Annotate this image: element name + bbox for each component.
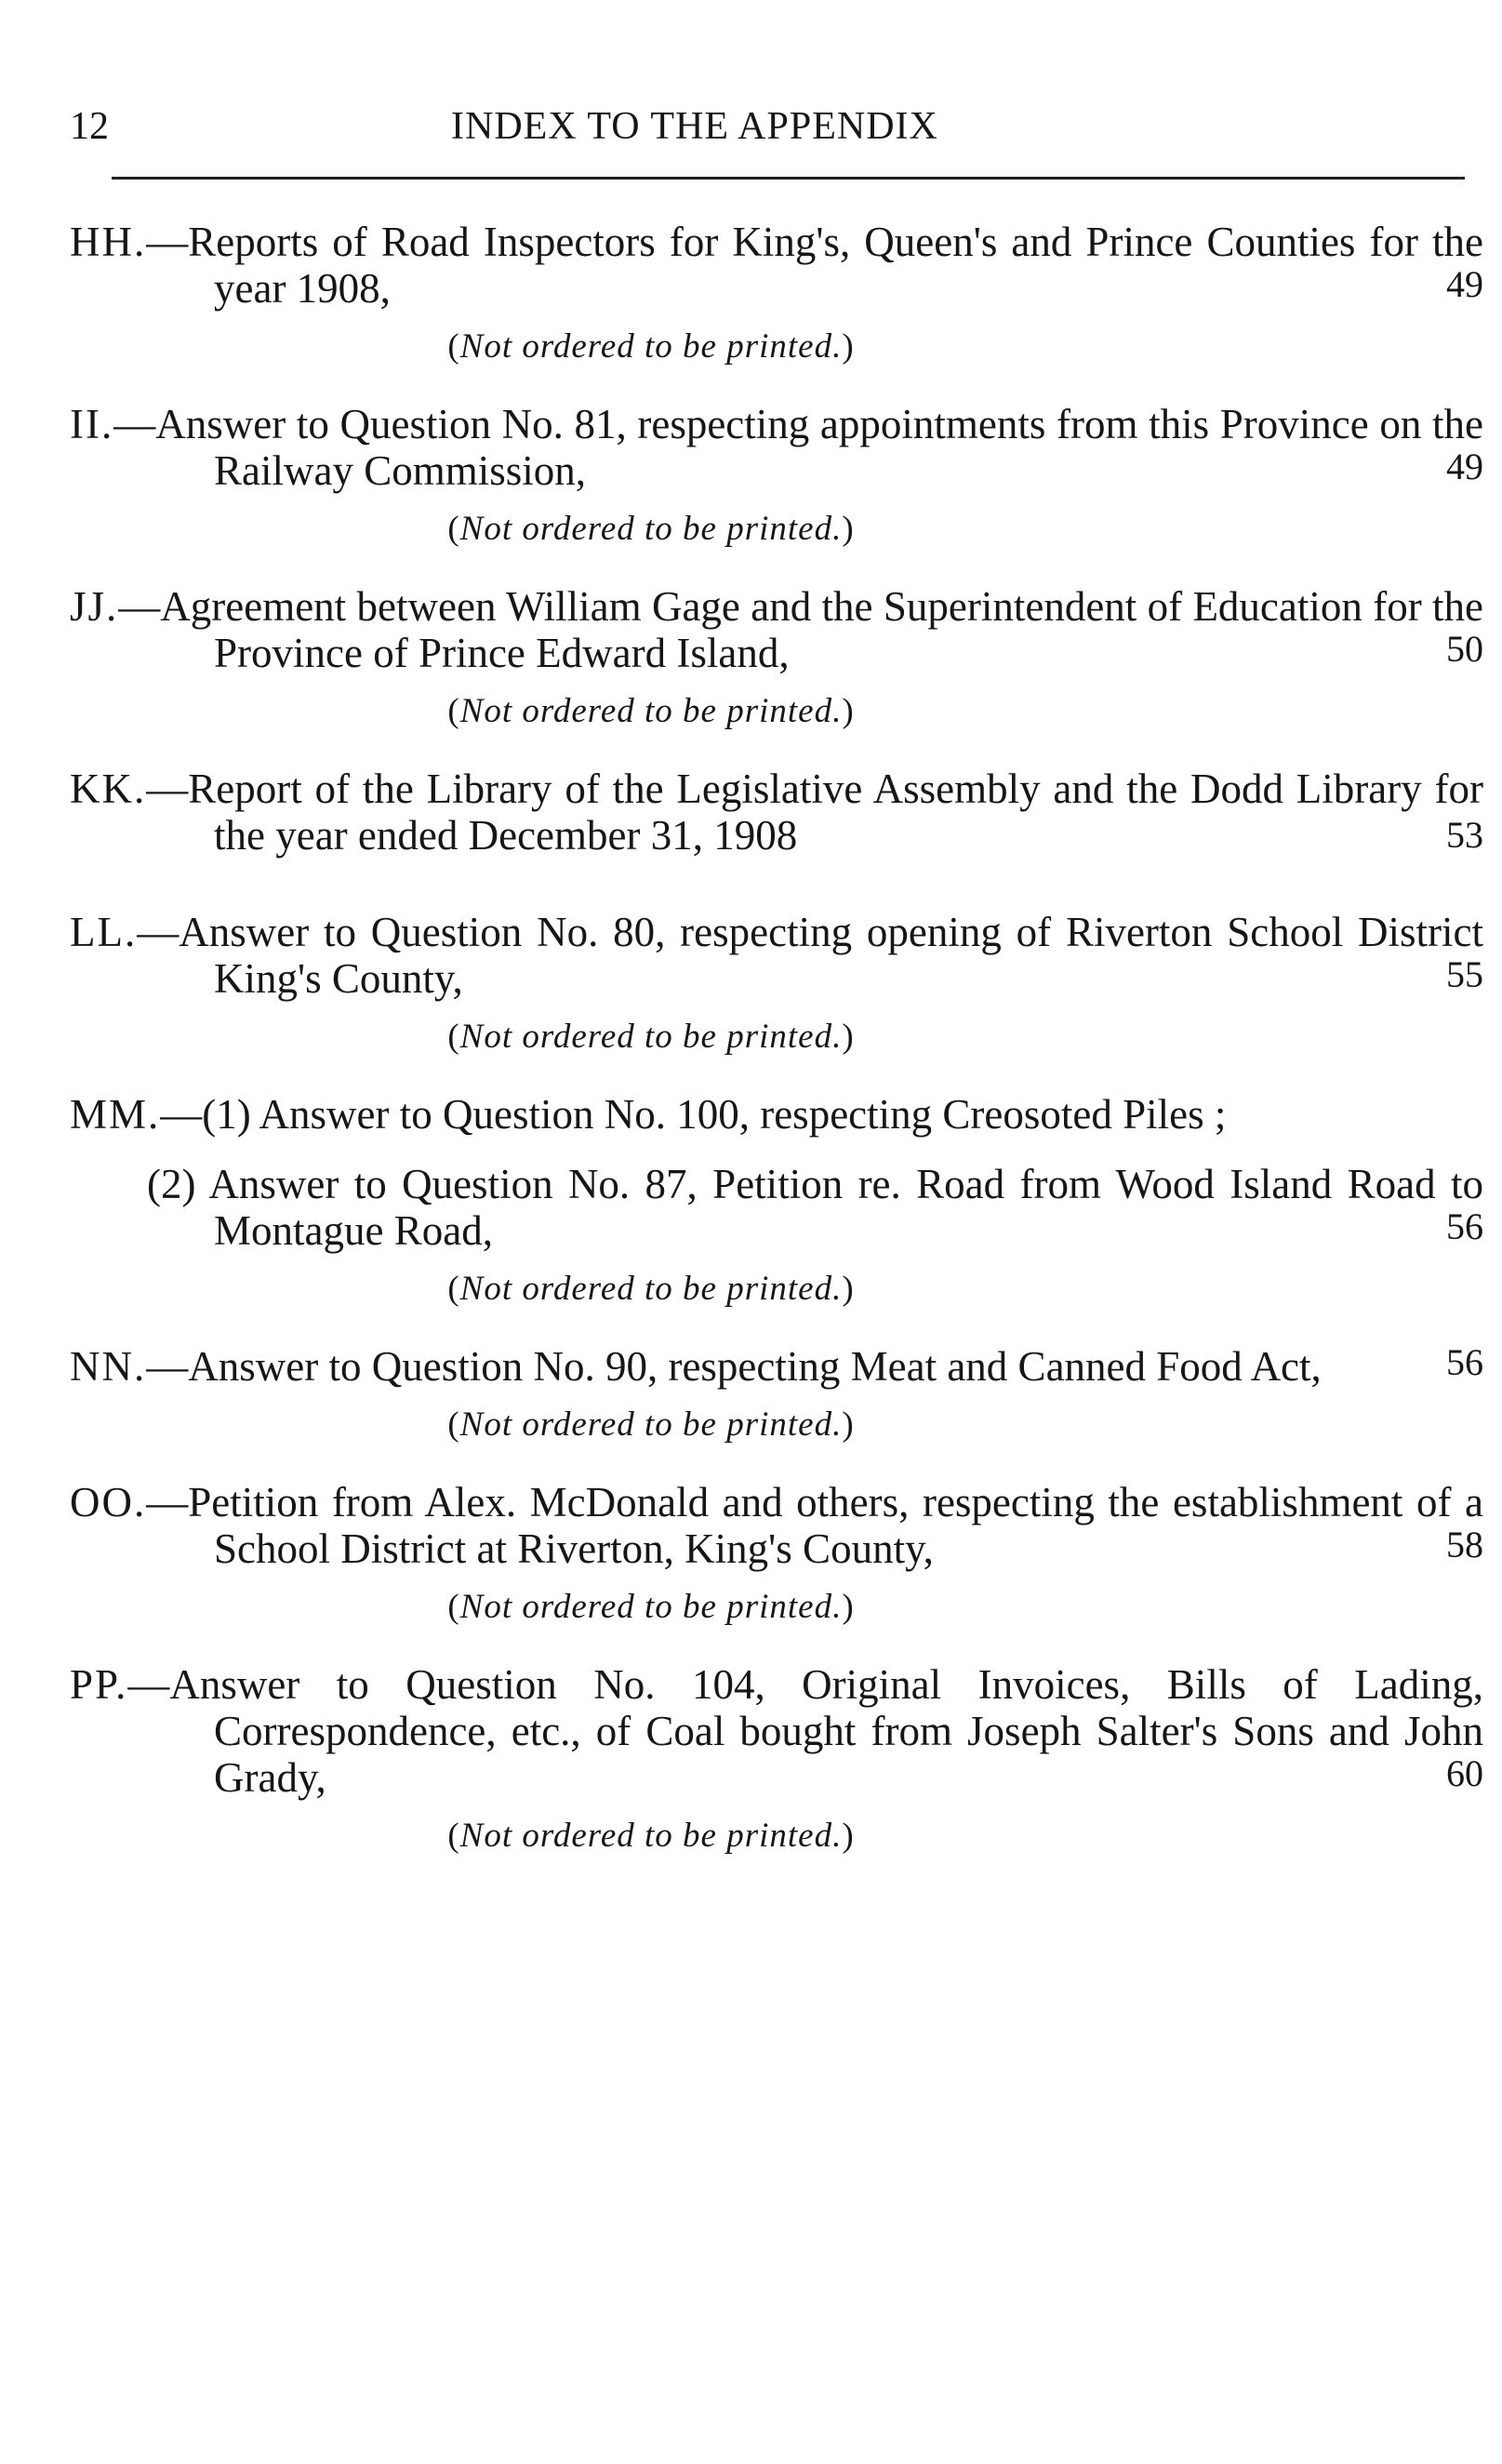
entry-page-number: 56 — [1446, 1341, 1483, 1383]
note-text: Not ordered to be printed. — [459, 1270, 843, 1308]
entry-page-number: 49 — [1446, 263, 1483, 305]
entry-description: Answer to Question No. 81, respecting appointments from this Province on the Railway Commission, — [155, 401, 1483, 494]
index-entry-mm — [70, 1091, 1483, 1310]
entry-page-number: 50 — [1446, 628, 1483, 670]
entry-page-number: 58 — [1446, 1524, 1483, 1565]
entry-letter: II. — [70, 401, 114, 447]
entry-description: (1) Answer to Question No. 100, respecting Creosoted Piles ; — [202, 1091, 1227, 1138]
entry-description: Answer to Question No. 104, Original Invoices, Bills of Lading, Correspondence, etc., of Coal bought from Joseph Salter's Sons and John Grady, — [169, 1661, 1483, 1801]
not-ordered-note: (Not ordered to be printed.) — [447, 1588, 855, 1626]
entry-text-block: PP.—Answer to Question No. 104, Original Invoices, Bills of Lading, Correspondence, etc., of Coal bought from Joseph Salter's Sons and John Grady, — [70, 1661, 1483, 1801]
entry-description: Reports of Road Inspectors for King's, Queen's and Prince Counties for the year 1908, — [188, 219, 1483, 312]
not-ordered-note: (Not ordered to be printed.) — [447, 1270, 855, 1308]
entry-description: Report of the Library of the Legislative Assembly and the Dodd Library for the year ended December 31, 1908 — [188, 766, 1483, 859]
entry-page-number: 55 — [1446, 953, 1483, 995]
note-text: Not ordered to be printed. — [459, 1588, 843, 1626]
not-ordered-note: (Not ordered to be printed.) — [447, 1018, 855, 1056]
index-entry-nn — [70, 1343, 1483, 1445]
entry-text-block: JJ.—Agreement between William Gage and the Superintendent of Education for the Province of Prince Edward Island, — [70, 583, 1483, 676]
index-entry-kk — [70, 766, 1483, 859]
entry-text-block: NN.—Answer to Question No. 90, respecting Meat and Canned Food Act, — [70, 1343, 1322, 1390]
note-text: Not ordered to be printed. — [459, 1018, 843, 1056]
index-entry-pp — [70, 1661, 1483, 1857]
note-text: Not ordered to be printed. — [459, 327, 843, 366]
entry-page-number: 53 — [1446, 814, 1483, 856]
entry-text-block: LL.—Answer to Question No. 80, respecting opening of Riverton School District King's County, — [70, 909, 1483, 1002]
entry-letter: PP. — [70, 1661, 128, 1708]
entry-text-block: KK.—Report of the Library of the Legislative Assembly and the Dodd Library for the year ended December 31, 1908 — [70, 766, 1483, 859]
index-entry-jj — [70, 583, 1483, 732]
entry-text-block: MM.—(1) Answer to Question No. 100, respecting Creosoted Piles ; — [70, 1091, 1227, 1138]
not-ordered-note: (Not ordered to be printed.) — [447, 692, 855, 730]
header-rule — [112, 177, 1465, 180]
not-ordered-note: (Not ordered to be printed.) — [447, 510, 855, 548]
entry-letter: KK. — [70, 766, 147, 812]
entry-letter: MM. — [70, 1091, 161, 1138]
entry-description: Answer to Question No. 80, respecting opening of Riverton School District King's County, — [179, 909, 1483, 1002]
index-entry-hh — [70, 219, 1483, 367]
not-ordered-note: (Not ordered to be printed.) — [447, 327, 855, 366]
entry-letter: JJ. — [70, 583, 119, 630]
page-header — [70, 100, 1465, 156]
entry-description: Answer to Question No. 90, respecting Meat and Canned Food Act, — [188, 1343, 1322, 1390]
not-ordered-note: (Not ordered to be printed.) — [447, 1817, 855, 1855]
entry-letter: LL. — [70, 909, 138, 955]
note-text: Not ordered to be printed. — [459, 1817, 843, 1855]
index-entry-ll — [70, 909, 1483, 1058]
note-text: Not ordered to be printed. — [459, 510, 843, 548]
note-text: Not ordered to be printed. — [459, 1405, 843, 1444]
entry-text-block: OO.—Petition from Alex. McDonald and others, respecting the establishment of a School District at Riverton, King's County, — [70, 1479, 1483, 1572]
appendix-index-list — [70, 219, 1483, 1890]
entry-letter: HH. — [70, 219, 147, 265]
entry-letter: NN. — [70, 1343, 147, 1390]
entry-letter: OO. — [70, 1479, 147, 1525]
page-number: 12 — [70, 105, 109, 148]
entry-page-number: 56 — [1446, 1205, 1483, 1247]
entry-page-number: 60 — [1446, 1752, 1483, 1794]
not-ordered-note: (Not ordered to be printed.) — [447, 1405, 855, 1444]
entry-text-block: HH.—Reports of Road Inspectors for King's, Queen's and Prince Counties for the year 1908, — [70, 219, 1483, 312]
note-text: Not ordered to be printed. — [459, 692, 843, 730]
entry-page-number: 49 — [1446, 446, 1483, 487]
index-entry-ii — [70, 401, 1483, 550]
entry-description: Petition from Alex. McDonald and others, respecting the establishment of a School District at Riverton, King's County, — [188, 1479, 1483, 1572]
index-entry-oo — [70, 1479, 1483, 1628]
entry-text-block: II.—Answer to Question No. 81, respecting appointments from this Province on the Railway Commission, — [70, 401, 1483, 494]
entry-sub-item: (2) Answer to Question No. 87, Petition re. Road from Wood Island Road to Montague Road, — [147, 1161, 1483, 1254]
entry-description: Agreement between William Gage and the Superintendent of Education for the Province of Prince Edward Island, — [160, 583, 1483, 676]
running-title: INDEX TO THE APPENDIX — [451, 105, 938, 148]
